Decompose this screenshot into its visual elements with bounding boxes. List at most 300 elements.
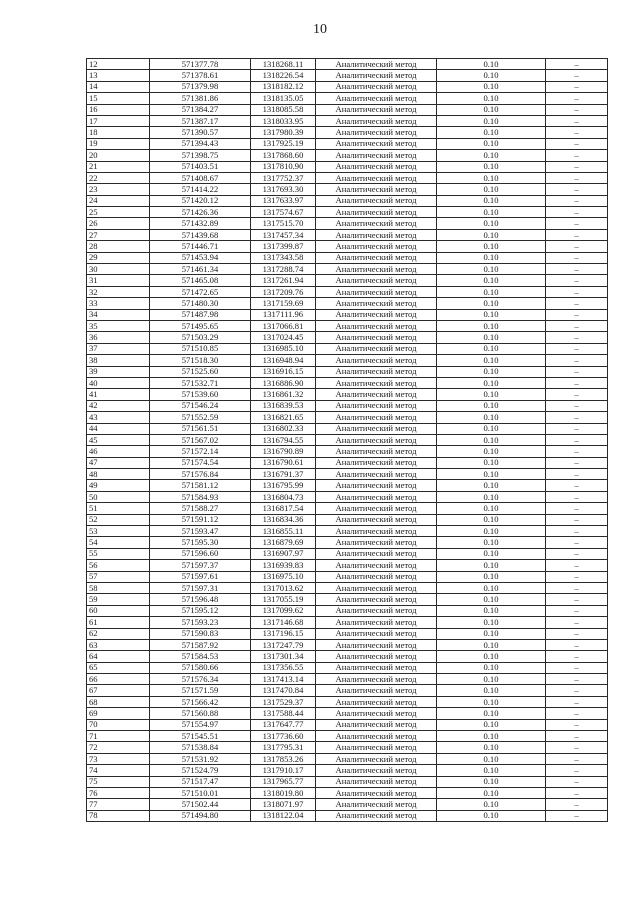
error-cell: 0.10 (437, 491, 546, 502)
method-cell: Аналитический метод (316, 172, 437, 183)
y-coordinate-cell: 1317055.19 (251, 594, 316, 605)
note-cell: – (546, 309, 608, 320)
table-row (87, 514, 608, 525)
error-cell: 0.10 (437, 548, 546, 559)
table-row (87, 457, 608, 468)
y-coordinate-cell: 1317633.97 (251, 195, 316, 206)
y-coordinate-cell: 1317024.45 (251, 332, 316, 343)
point-number-cell: 15 (87, 93, 150, 104)
x-coordinate-cell: 571524.79 (150, 765, 251, 776)
method-cell: Аналитический метод (316, 582, 437, 593)
error-cell: 0.10 (437, 799, 546, 810)
note-cell: – (546, 127, 608, 138)
method-cell: Аналитический метод (316, 617, 437, 628)
error-cell: 0.10 (437, 753, 546, 764)
note-cell: – (546, 753, 608, 764)
error-cell: 0.10 (437, 275, 546, 286)
x-coordinate-cell: 571461.34 (150, 264, 251, 275)
table-row (87, 320, 608, 331)
note-cell: – (546, 799, 608, 810)
error-cell: 0.10 (437, 286, 546, 297)
method-cell: Аналитический метод (316, 765, 437, 776)
point-number-cell: 13 (87, 70, 150, 81)
x-coordinate-cell: 571595.30 (150, 537, 251, 548)
table-row (87, 617, 608, 628)
y-coordinate-cell: 1317261.94 (251, 275, 316, 286)
note-cell: – (546, 719, 608, 730)
x-coordinate-cell: 571390.57 (150, 127, 251, 138)
y-coordinate-cell: 1317868.60 (251, 150, 316, 161)
note-cell: – (546, 617, 608, 628)
y-coordinate-cell: 1317413.14 (251, 674, 316, 685)
x-coordinate-cell: 571398.75 (150, 150, 251, 161)
x-coordinate-cell: 571446.71 (150, 241, 251, 252)
point-number-cell: 32 (87, 286, 150, 297)
method-cell: Аналитический метод (316, 104, 437, 115)
table-row (87, 696, 608, 707)
error-cell: 0.10 (437, 469, 546, 480)
x-coordinate-cell: 571502.44 (150, 799, 251, 810)
method-cell: Аналитический метод (316, 332, 437, 343)
y-coordinate-cell: 1317066.81 (251, 320, 316, 331)
note-cell: – (546, 708, 608, 719)
error-cell: 0.10 (437, 309, 546, 320)
error-cell: 0.10 (437, 446, 546, 457)
point-number-cell: 66 (87, 674, 150, 685)
x-coordinate-cell: 571465.08 (150, 275, 251, 286)
y-coordinate-cell: 1317301.34 (251, 651, 316, 662)
note-cell: – (546, 582, 608, 593)
coordinates-table-body (87, 59, 608, 822)
method-cell: Аналитический метод (316, 731, 437, 742)
error-cell: 0.10 (437, 400, 546, 411)
error-cell: 0.10 (437, 70, 546, 81)
point-number-cell: 72 (87, 742, 150, 753)
point-number-cell: 34 (87, 309, 150, 320)
error-cell: 0.10 (437, 389, 546, 400)
x-coordinate-cell: 571567.02 (150, 434, 251, 445)
table-row (87, 93, 608, 104)
table-row (87, 150, 608, 161)
method-cell: Аналитический метод (316, 150, 437, 161)
y-coordinate-cell: 1316861.32 (251, 389, 316, 400)
table-row (87, 639, 608, 650)
method-cell: Аналитический метод (316, 115, 437, 126)
y-coordinate-cell: 1317013.62 (251, 582, 316, 593)
point-number-cell: 58 (87, 582, 150, 593)
method-cell: Аналитический метод (316, 628, 437, 639)
error-cell: 0.10 (437, 434, 546, 445)
table-row (87, 366, 608, 377)
x-coordinate-cell: 571414.22 (150, 184, 251, 195)
error-cell: 0.10 (437, 617, 546, 628)
method-cell: Аналитический метод (316, 594, 437, 605)
note-cell: – (546, 343, 608, 354)
error-cell: 0.10 (437, 184, 546, 195)
x-coordinate-cell: 571408.67 (150, 172, 251, 183)
y-coordinate-cell: 1316790.89 (251, 446, 316, 457)
method-cell: Аналитический метод (316, 788, 437, 799)
error-cell: 0.10 (437, 93, 546, 104)
point-number-cell: 23 (87, 184, 150, 195)
method-cell: Аналитический метод (316, 662, 437, 673)
x-coordinate-cell: 571518.30 (150, 355, 251, 366)
x-coordinate-cell: 571554.97 (150, 719, 251, 730)
y-coordinate-cell: 1317795.31 (251, 742, 316, 753)
error-cell: 0.10 (437, 708, 546, 719)
error-cell: 0.10 (437, 537, 546, 548)
x-coordinate-cell: 571552.59 (150, 412, 251, 423)
y-coordinate-cell: 1317196.15 (251, 628, 316, 639)
table-row (87, 252, 608, 263)
error-cell: 0.10 (437, 412, 546, 423)
point-number-cell: 46 (87, 446, 150, 457)
point-number-cell: 69 (87, 708, 150, 719)
error-cell: 0.10 (437, 115, 546, 126)
error-cell: 0.10 (437, 127, 546, 138)
method-cell: Аналитический метод (316, 412, 437, 423)
x-coordinate-cell: 571532.71 (150, 377, 251, 388)
note-cell: – (546, 81, 608, 92)
x-coordinate-cell: 571538.84 (150, 742, 251, 753)
note-cell: – (546, 742, 608, 753)
y-coordinate-cell: 1318182.12 (251, 81, 316, 92)
method-cell: Аналитический метод (316, 799, 437, 810)
y-coordinate-cell: 1318033.95 (251, 115, 316, 126)
error-cell: 0.10 (437, 298, 546, 309)
x-coordinate-cell: 571381.86 (150, 93, 251, 104)
table-row (87, 742, 608, 753)
note-cell: – (546, 491, 608, 502)
point-number-cell: 29 (87, 252, 150, 263)
point-number-cell: 27 (87, 229, 150, 240)
error-cell: 0.10 (437, 651, 546, 662)
y-coordinate-cell: 1316948.94 (251, 355, 316, 366)
table-row (87, 115, 608, 126)
point-number-cell: 19 (87, 138, 150, 149)
y-coordinate-cell: 1316939.83 (251, 560, 316, 571)
error-cell: 0.10 (437, 719, 546, 730)
x-coordinate-cell: 571596.60 (150, 548, 251, 559)
table-row (87, 503, 608, 514)
point-number-cell: 55 (87, 548, 150, 559)
table-row (87, 423, 608, 434)
note-cell: – (546, 93, 608, 104)
note-cell: – (546, 150, 608, 161)
note-cell: – (546, 571, 608, 582)
table-row (87, 753, 608, 764)
table-row (87, 731, 608, 742)
method-cell: Аналитический метод (316, 696, 437, 707)
method-cell: Аналитический метод (316, 674, 437, 685)
y-coordinate-cell: 1316855.11 (251, 526, 316, 537)
y-coordinate-cell: 1316879.69 (251, 537, 316, 548)
table-row (87, 662, 608, 673)
x-coordinate-cell: 571525.60 (150, 366, 251, 377)
point-number-cell: 59 (87, 594, 150, 605)
note-cell: – (546, 218, 608, 229)
table-row (87, 708, 608, 719)
table-row (87, 469, 608, 480)
note-cell: – (546, 765, 608, 776)
x-coordinate-cell: 571593.47 (150, 526, 251, 537)
note-cell: – (546, 788, 608, 799)
point-number-cell: 71 (87, 731, 150, 742)
error-cell: 0.10 (437, 685, 546, 696)
table-row (87, 81, 608, 92)
error-cell: 0.10 (437, 810, 546, 821)
y-coordinate-cell: 1316804.73 (251, 491, 316, 502)
y-coordinate-cell: 1317752.37 (251, 172, 316, 183)
table-row (87, 70, 608, 81)
note-cell: – (546, 628, 608, 639)
method-cell: Аналитический метод (316, 480, 437, 491)
table-row (87, 810, 608, 821)
method-cell: Аналитический метод (316, 503, 437, 514)
note-cell: – (546, 412, 608, 423)
x-coordinate-cell: 571472.65 (150, 286, 251, 297)
point-number-cell: 16 (87, 104, 150, 115)
point-number-cell: 37 (87, 343, 150, 354)
table-row (87, 275, 608, 286)
x-coordinate-cell: 571560.88 (150, 708, 251, 719)
error-cell: 0.10 (437, 571, 546, 582)
error-cell: 0.10 (437, 241, 546, 252)
y-coordinate-cell: 1318135.05 (251, 93, 316, 104)
note-cell: – (546, 503, 608, 514)
error-cell: 0.10 (437, 229, 546, 240)
point-number-cell: 28 (87, 241, 150, 252)
error-cell: 0.10 (437, 457, 546, 468)
point-number-cell: 67 (87, 685, 150, 696)
method-cell: Аналитический метод (316, 651, 437, 662)
table-row (87, 127, 608, 138)
point-number-cell: 39 (87, 366, 150, 377)
point-number-cell: 54 (87, 537, 150, 548)
note-cell: – (546, 446, 608, 457)
y-coordinate-cell: 1316794.55 (251, 434, 316, 445)
point-number-cell: 52 (87, 514, 150, 525)
x-coordinate-cell: 571503.29 (150, 332, 251, 343)
note-cell: – (546, 366, 608, 377)
y-coordinate-cell: 1318071.97 (251, 799, 316, 810)
note-cell: – (546, 662, 608, 673)
note-cell: – (546, 138, 608, 149)
method-cell: Аналитический метод (316, 241, 437, 252)
note-cell: – (546, 298, 608, 309)
table-row (87, 674, 608, 685)
point-number-cell: 43 (87, 412, 150, 423)
method-cell: Аналитический метод (316, 286, 437, 297)
point-number-cell: 64 (87, 651, 150, 662)
table-row (87, 377, 608, 388)
x-coordinate-cell: 571487.98 (150, 309, 251, 320)
method-cell: Аналитический метод (316, 161, 437, 172)
method-cell: Аналитический метод (316, 571, 437, 582)
point-number-cell: 49 (87, 480, 150, 491)
method-cell: Аналитический метод (316, 343, 437, 354)
error-cell: 0.10 (437, 252, 546, 263)
x-coordinate-cell: 571494.80 (150, 810, 251, 821)
note-cell: – (546, 320, 608, 331)
method-cell: Аналитический метод (316, 514, 437, 525)
table-row (87, 594, 608, 605)
point-number-cell: 75 (87, 776, 150, 787)
error-cell: 0.10 (437, 264, 546, 275)
method-cell: Аналитический метод (316, 218, 437, 229)
method-cell: Аналитический метод (316, 275, 437, 286)
error-cell: 0.10 (437, 218, 546, 229)
method-cell: Аналитический метод (316, 810, 437, 821)
point-number-cell: 20 (87, 150, 150, 161)
error-cell: 0.10 (437, 788, 546, 799)
table-row (87, 548, 608, 559)
method-cell: Аналитический метод (316, 389, 437, 400)
y-coordinate-cell: 1317925.19 (251, 138, 316, 149)
x-coordinate-cell: 571377.78 (150, 59, 251, 70)
point-number-cell: 51 (87, 503, 150, 514)
x-coordinate-cell: 571546.24 (150, 400, 251, 411)
y-coordinate-cell: 1318019.80 (251, 788, 316, 799)
point-number-cell: 48 (87, 469, 150, 480)
point-number-cell: 63 (87, 639, 150, 650)
table-row (87, 161, 608, 172)
error-cell: 0.10 (437, 480, 546, 491)
x-coordinate-cell: 571378.61 (150, 70, 251, 81)
error-cell: 0.10 (437, 161, 546, 172)
method-cell: Аналитический метод (316, 605, 437, 616)
x-coordinate-cell: 571584.93 (150, 491, 251, 502)
note-cell: – (546, 605, 608, 616)
x-coordinate-cell: 571531.92 (150, 753, 251, 764)
method-cell: Аналитический метод (316, 70, 437, 81)
y-coordinate-cell: 1317574.67 (251, 207, 316, 218)
note-cell: – (546, 457, 608, 468)
y-coordinate-cell: 1316975.10 (251, 571, 316, 582)
method-cell: Аналитический метод (316, 560, 437, 571)
method-cell: Аналитический метод (316, 719, 437, 730)
y-coordinate-cell: 1317111.96 (251, 309, 316, 320)
y-coordinate-cell: 1317910.17 (251, 765, 316, 776)
note-cell: – (546, 651, 608, 662)
x-coordinate-cell: 571510.85 (150, 343, 251, 354)
y-coordinate-cell: 1317736.60 (251, 731, 316, 742)
point-number-cell: 70 (87, 719, 150, 730)
y-coordinate-cell: 1316985.10 (251, 343, 316, 354)
table-row (87, 59, 608, 70)
note-cell: – (546, 70, 608, 81)
error-cell: 0.10 (437, 582, 546, 593)
method-cell: Аналитический метод (316, 548, 437, 559)
method-cell: Аналитический метод (316, 434, 437, 445)
note-cell: – (546, 469, 608, 480)
table-row (87, 799, 608, 810)
note-cell: – (546, 434, 608, 445)
method-cell: Аналитический метод (316, 491, 437, 502)
method-cell: Аналитический метод (316, 298, 437, 309)
point-number-cell: 18 (87, 127, 150, 138)
method-cell: Аналитический метод (316, 229, 437, 240)
error-cell: 0.10 (437, 503, 546, 514)
x-coordinate-cell: 571595.12 (150, 605, 251, 616)
x-coordinate-cell: 571426.36 (150, 207, 251, 218)
table-row (87, 332, 608, 343)
table-row (87, 480, 608, 491)
error-cell: 0.10 (437, 594, 546, 605)
x-coordinate-cell: 571387.17 (150, 115, 251, 126)
table-row (87, 446, 608, 457)
point-number-cell: 60 (87, 605, 150, 616)
error-cell: 0.10 (437, 560, 546, 571)
y-coordinate-cell: 1317810.90 (251, 161, 316, 172)
y-coordinate-cell: 1318268.11 (251, 59, 316, 70)
method-cell: Аналитический метод (316, 320, 437, 331)
x-coordinate-cell: 571403.51 (150, 161, 251, 172)
x-coordinate-cell: 571581.12 (150, 480, 251, 491)
x-coordinate-cell: 571379.98 (150, 81, 251, 92)
point-number-cell: 21 (87, 161, 150, 172)
y-coordinate-cell: 1316802.33 (251, 423, 316, 434)
point-number-cell: 35 (87, 320, 150, 331)
table-row (87, 582, 608, 593)
error-cell: 0.10 (437, 674, 546, 685)
note-cell: – (546, 59, 608, 70)
y-coordinate-cell: 1317515.70 (251, 218, 316, 229)
error-cell: 0.10 (437, 138, 546, 149)
note-cell: – (546, 264, 608, 275)
table-row (87, 389, 608, 400)
error-cell: 0.10 (437, 366, 546, 377)
table-row (87, 628, 608, 639)
point-number-cell: 31 (87, 275, 150, 286)
note-cell: – (546, 400, 608, 411)
table-row (87, 184, 608, 195)
y-coordinate-cell: 1317853.26 (251, 753, 316, 764)
x-coordinate-cell: 571572.14 (150, 446, 251, 457)
x-coordinate-cell: 571420.12 (150, 195, 251, 206)
error-cell: 0.10 (437, 742, 546, 753)
y-coordinate-cell: 1318226.54 (251, 70, 316, 81)
x-coordinate-cell: 571453.94 (150, 252, 251, 263)
error-cell: 0.10 (437, 731, 546, 742)
note-cell: – (546, 423, 608, 434)
point-number-cell: 12 (87, 59, 150, 70)
note-cell: – (546, 355, 608, 366)
y-coordinate-cell: 1317288.74 (251, 264, 316, 275)
error-cell: 0.10 (437, 628, 546, 639)
note-cell: – (546, 161, 608, 172)
point-number-cell: 44 (87, 423, 150, 434)
point-number-cell: 38 (87, 355, 150, 366)
y-coordinate-cell: 1317588.44 (251, 708, 316, 719)
point-number-cell: 47 (87, 457, 150, 468)
x-coordinate-cell: 571571.59 (150, 685, 251, 696)
error-cell: 0.10 (437, 172, 546, 183)
point-number-cell: 36 (87, 332, 150, 343)
note-cell: – (546, 172, 608, 183)
x-coordinate-cell: 571517.47 (150, 776, 251, 787)
point-number-cell: 56 (87, 560, 150, 571)
note-cell: – (546, 241, 608, 252)
y-coordinate-cell: 1317399.87 (251, 241, 316, 252)
note-cell: – (546, 639, 608, 650)
error-cell: 0.10 (437, 59, 546, 70)
method-cell: Аналитический метод (316, 355, 437, 366)
note-cell: – (546, 696, 608, 707)
note-cell: – (546, 104, 608, 115)
point-number-cell: 53 (87, 526, 150, 537)
method-cell: Аналитический метод (316, 400, 437, 411)
